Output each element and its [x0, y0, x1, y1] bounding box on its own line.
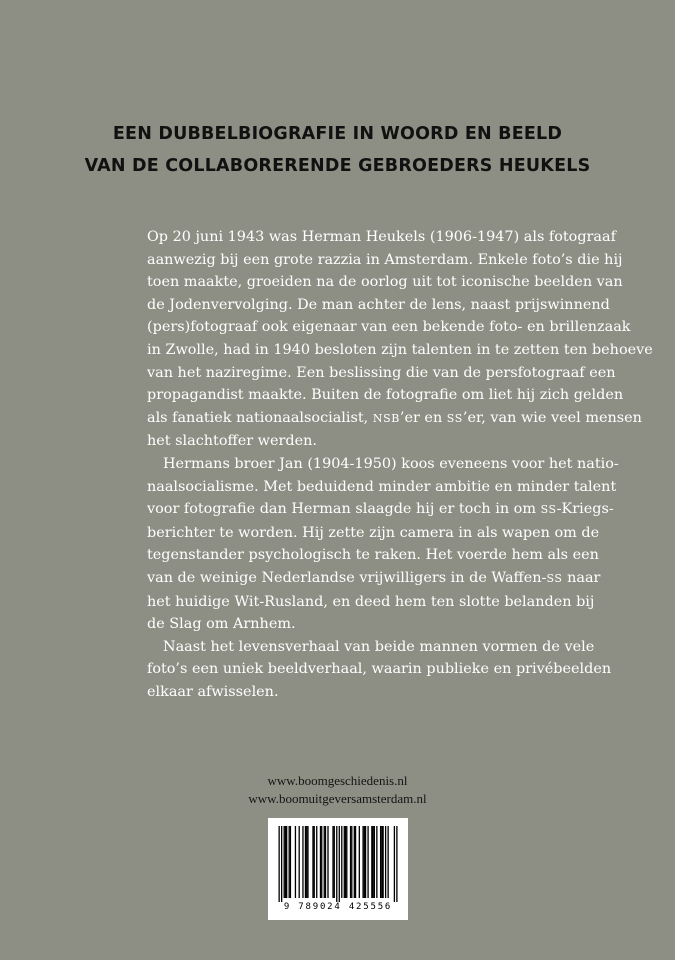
barcode-bar: [341, 826, 342, 898]
barcode-bar: [381, 826, 382, 898]
barcode-bar: [371, 826, 372, 898]
text-line: [147, 498, 617, 522]
barcode-bar: [284, 826, 285, 898]
text-fragment: ’er, van wie veel mensen: [462, 409, 642, 426]
barcode-bar: [344, 826, 345, 898]
paragraph-1: [147, 226, 653, 453]
barcode-bar: [364, 826, 365, 898]
barcode-bar: [295, 826, 296, 898]
barcode-bar: [376, 826, 377, 898]
text-line: [147, 407, 642, 431]
barcode-bar: [346, 826, 347, 898]
publisher-urls: [0, 772, 675, 808]
barcode-bar: [367, 826, 368, 898]
text-line: Op 20 juni 1943 was Herman Heukels (1906-1947) als fotograaf: [147, 229, 616, 245]
text-line: het huidige Wit-Rusland, en deed hem ten slotte belanden bij: [147, 593, 595, 610]
text-line: in Zwolle, had in 1940 besloten zijn talenten in te zetten ten behoeve: [147, 341, 653, 358]
barcode-bar: [394, 826, 395, 902]
barcode-bar: [336, 826, 337, 902]
barcode-bar: [359, 826, 360, 898]
text-line: tegenstander psychologisch te raken. Het voerde hem als een: [147, 547, 599, 564]
abbr-ss: SS: [446, 411, 463, 425]
text-line: naalsocialisme. Met beduidend minder ambitie en minder talent: [147, 478, 617, 495]
barcode-bar: [316, 826, 317, 898]
text-line: toen maakte, groeiden na de oorlog uit tot iconische beelden van: [147, 274, 623, 291]
text-line: foto’s een uniek beeldverhaal, waarin publieke en privébeelden: [147, 661, 612, 678]
abbr-ss: SS: [540, 503, 557, 517]
barcode-bar: [362, 826, 363, 898]
text-line: [147, 567, 617, 591]
barcode-bar: [374, 826, 375, 898]
text-line: het slachtoffer werden.: [147, 433, 317, 450]
text-fragment: naar: [562, 569, 601, 586]
barcode-bar: [351, 826, 352, 898]
headline: [0, 118, 675, 182]
barcode-bar: [289, 826, 290, 898]
barcode-bar: [307, 826, 308, 898]
paragraph-2: [147, 453, 617, 636]
barcode-bar: [314, 826, 315, 898]
barcode-bar: [332, 826, 333, 898]
text-fragment: voor fotografie dan Herman slaagde hij er toch in om: [147, 501, 541, 518]
text-line: (pers)fotograaf ook eigenaar van een bekende foto- en brillenzaak: [147, 319, 631, 336]
headline-line-2: VAN DE COLLABORERENDE GEBROEDERS HEUKELS: [84, 156, 591, 176]
isbn-barcode: [268, 818, 408, 920]
barcode-bar: [334, 826, 335, 898]
barcode-bar: [321, 826, 322, 898]
isbn-digits: 9 789024 425556: [283, 902, 393, 912]
text-line: de Slag om Arnhem.: [147, 616, 296, 633]
barcode-bar: [345, 826, 346, 898]
text-fragment: van de weinige Nederlandse vrijwilligers in de Waffen-: [147, 569, 547, 586]
barcode-bar: [396, 826, 397, 902]
barcode-bar: [327, 826, 328, 898]
barcode-bar: [320, 826, 321, 898]
barcode-bar: [299, 826, 300, 898]
barcode-bar: [387, 826, 388, 898]
barcode-bar: [385, 826, 386, 898]
text-line: Naast het levensverhaal van beide mannen vormen de vele: [163, 638, 595, 655]
barcode-bar: [286, 826, 287, 898]
barcode-bar: [285, 826, 286, 898]
text-fragment: -Kriegs-: [556, 501, 614, 518]
barcode-bar: [350, 826, 351, 898]
abbr-nsb: NSB: [372, 411, 400, 425]
text-line: de Jodenvervolging. De man achter de lens, naast prijswinnend: [147, 296, 610, 313]
text-fragment: ’er en: [399, 409, 447, 426]
text-line: elkaar afwisselen.: [147, 683, 279, 700]
text-line: van het naziregime. Een beslissing die van de persfotograaf een: [147, 364, 616, 381]
barcode-bar: [281, 826, 282, 902]
barcode-bar: [302, 826, 303, 898]
url-boomuitgevers[interactable]: www.boomuitgeversamsterdam.nl: [248, 791, 427, 806]
text-line: aanwezig bij een grote razzia in Amsterdam. Enkele foto’s die hij: [147, 251, 623, 268]
barcode-bar: [339, 826, 340, 902]
barcode-bar: [279, 826, 280, 902]
barcode-bars: [276, 826, 400, 902]
barcode-bar: [372, 826, 373, 898]
text-line: berichter te worden. Hij zette zijn camera in als wapen om de: [147, 524, 600, 541]
barcode-bar: [305, 826, 306, 898]
text-fragment: als fanatiek nationaalsocialist,: [147, 409, 373, 426]
barcode-bar: [382, 826, 383, 898]
barcode-bar: [312, 826, 313, 898]
barcode-bar: [306, 826, 307, 898]
barcode-bar: [365, 826, 366, 898]
barcode-bar: [380, 826, 381, 898]
barcode-bar: [324, 826, 325, 898]
barcode-bar: [354, 826, 355, 898]
headline-line-1: EEN DUBBELBIOGRAFIE IN WOORD EN BEELD: [112, 124, 563, 144]
url-boomgeschiedenis[interactable]: www.boomgeschiedenis.nl: [267, 773, 408, 788]
barcode-bar: [355, 826, 356, 898]
blurb-text: [147, 226, 653, 703]
barcode-bar: [325, 826, 326, 898]
paragraph-3: [147, 636, 617, 704]
text-line: Hermans broer Jan (1904-1950) koos eveneens voor het natio-: [163, 455, 619, 472]
barcode-bar: [290, 826, 291, 898]
text-line: propagandist maakte. Buiten de fotografie om liet hij zich gelden: [147, 387, 624, 404]
abbr-ss: SS: [546, 571, 563, 585]
